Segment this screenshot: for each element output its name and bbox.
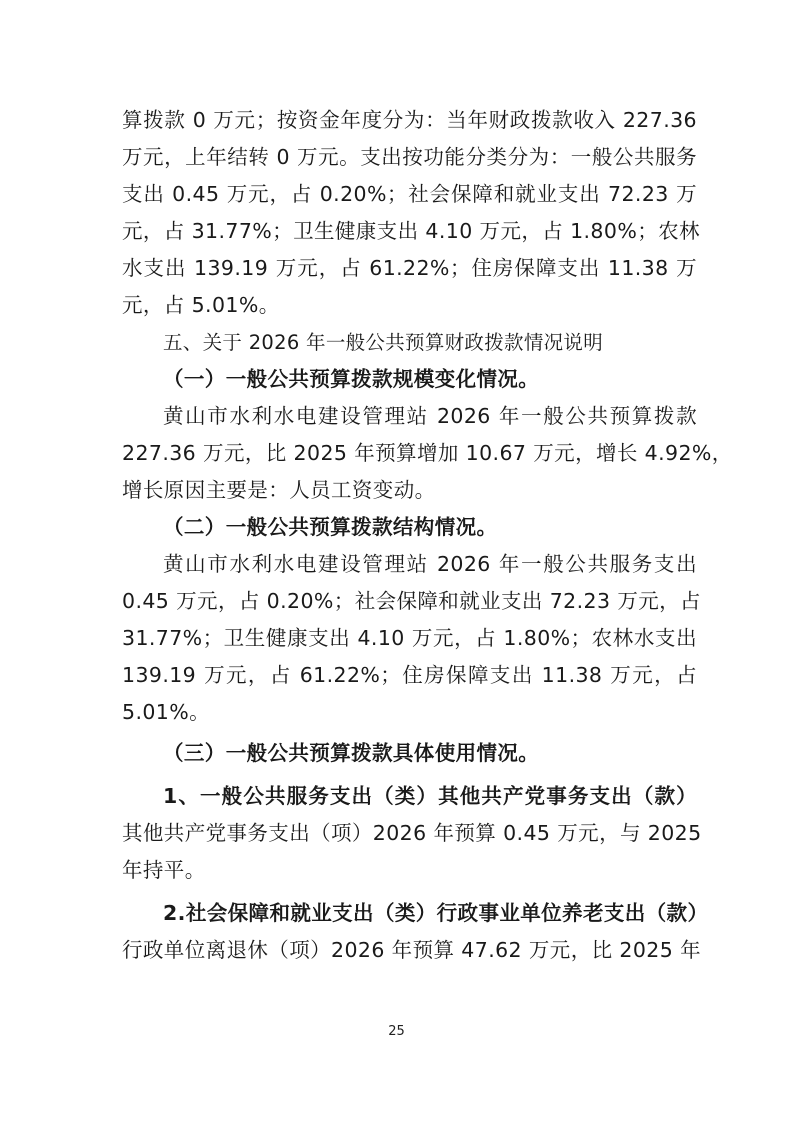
body-text-line: 5.01%。 xyxy=(122,700,211,724)
body-text-line: 万元，上年结转 0 万元。支出按功能分类分为：一般公共服务 xyxy=(122,145,697,169)
body-text-line: 支出 0.45 万元，占 0.20%；社会保障和就业支出 72.23 万 xyxy=(122,182,697,206)
body-text-line: 139.19 万元，占 61.22%；住房保障支出 11.38 万元，占 xyxy=(122,663,697,687)
body-text-line: 年持平。 xyxy=(122,858,206,882)
body-text-line: 水支出 139.19 万元，占 61.22%；住房保障支出 11.38 万 xyxy=(122,256,697,280)
body-text-line: 其他共产党事务支出（项）2026 年预算 0.45 万元，与 2025 xyxy=(122,821,702,845)
body-text-line: 算拨款 0 万元；按资金年度分为：当年财政拨款收入 227.36 xyxy=(122,108,697,132)
subsection-heading-one: （一）一般公共预算拨款规模变化情况。 xyxy=(163,367,540,391)
document-body xyxy=(122,102,733,969)
body-text-line: 31.77%；卫生健康支出 4.10 万元，占 1.80%；农林水支出 xyxy=(122,626,697,650)
body-text-line: 增长原因主要是：人员工资变动。 xyxy=(122,478,436,502)
body-text-line: 行政单位离退休（项）2026 年预算 47.62 万元，比 2025 年 xyxy=(122,938,702,962)
page-number: 25 xyxy=(388,1024,405,1039)
subsection-heading-three: （三）一般公共预算拨款具体使用情况。 xyxy=(163,741,540,765)
item-heading-one: 1、一般公共服务支出（类）其他共产党事务支出（款） xyxy=(163,784,697,808)
body-text-line: 黄山市水利水电建设管理站 2026 年一般公共预算拨款 xyxy=(163,404,697,428)
body-text-line: 元，占 31.77%；卫生健康支出 4.10 万元，占 1.80%；农林 xyxy=(122,219,700,243)
body-text-line: 元，占 5.01%。 xyxy=(122,293,280,317)
body-text-line: 227.36 万元，比 2025 年预算增加 10.67 万元，增长 4.92%， xyxy=(122,441,733,465)
body-text-line: 黄山市水利水电建设管理站 2026 年一般公共服务支出 xyxy=(163,552,697,576)
body-text-line: 0.45 万元，占 0.20%；社会保障和就业支出 72.23 万元，占 xyxy=(122,589,701,613)
item-heading-two: 2.社会保障和就业支出（类）行政事业单位养老支出（款） xyxy=(163,901,709,925)
section-heading-five: 五、关于 2026 年一般公共预算财政拨款情况说明 xyxy=(163,331,604,354)
subsection-heading-two: （二）一般公共预算拨款结构情况。 xyxy=(163,515,498,539)
